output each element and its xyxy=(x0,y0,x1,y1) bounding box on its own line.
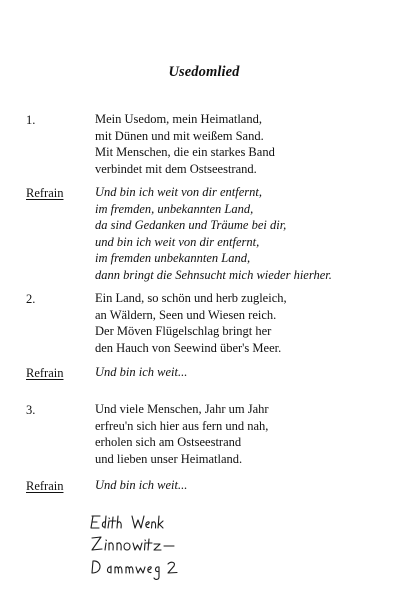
refrain-line: dann bringt die Sehnsucht mich wieder hierher. xyxy=(95,267,332,282)
refrain-line: Und bin ich weit... xyxy=(95,365,188,379)
refrain-line: im fremden unbekannten Land, xyxy=(95,251,251,266)
refrain-line: da sind Gedanken und Träume bei dir, xyxy=(95,218,287,233)
verse-3-label: 3. xyxy=(26,403,36,417)
refrain-line: Und bin ich weit von dir entfernt, xyxy=(95,185,262,199)
verse-line: erfreu'n sich hier aus fern und nah, xyxy=(95,418,269,433)
verse-line: verbindet mit dem Ostseestrand. xyxy=(95,161,257,176)
verse-line: an Wäldern, Seen und Wiesen reich. xyxy=(95,307,277,322)
verse-1-label: 1. xyxy=(26,113,36,127)
refrain-3 xyxy=(95,477,187,494)
verse-1 xyxy=(95,111,275,177)
verse-line: den Hauch von Seewind über's Meer. xyxy=(95,340,282,355)
handwritten-signature xyxy=(88,512,218,582)
refrain-line: Und bin ich weit... xyxy=(95,478,188,492)
verse-line: Mein Usedom, mein Heimatland, xyxy=(95,112,262,126)
refrain-2 xyxy=(95,364,187,381)
verse-line: Mit Menschen, die ein starkes Band xyxy=(95,145,275,160)
verse-line: Und viele Menschen, Jahr um Jahr xyxy=(95,402,269,416)
refrain-line: und bin ich weit von dir entfernt, xyxy=(95,234,260,249)
verse-line: und lieben unser Heimatland. xyxy=(95,451,243,466)
verse-line: mit Dünen und mit weißem Sand. xyxy=(95,128,264,143)
refrain-2-label: Refrain xyxy=(26,366,64,380)
refrain-3-label: Refrain xyxy=(26,479,64,493)
song-title: Usedomlied xyxy=(168,64,240,80)
refrain-1-label: Refrain xyxy=(26,186,64,200)
verse-line: erholen sich am Ostseestrand xyxy=(95,435,242,450)
refrain-line: im fremden, unbekannten Land, xyxy=(95,201,254,216)
verse-2-label: 2. xyxy=(26,292,36,306)
verse-line: Der Möven Flügelschlag bringt her xyxy=(95,324,272,339)
verse-2 xyxy=(95,290,287,356)
verse-line: Ein Land, so schön und herb zugleich, xyxy=(95,291,287,305)
refrain-1 xyxy=(95,184,332,284)
verse-3 xyxy=(95,401,269,467)
